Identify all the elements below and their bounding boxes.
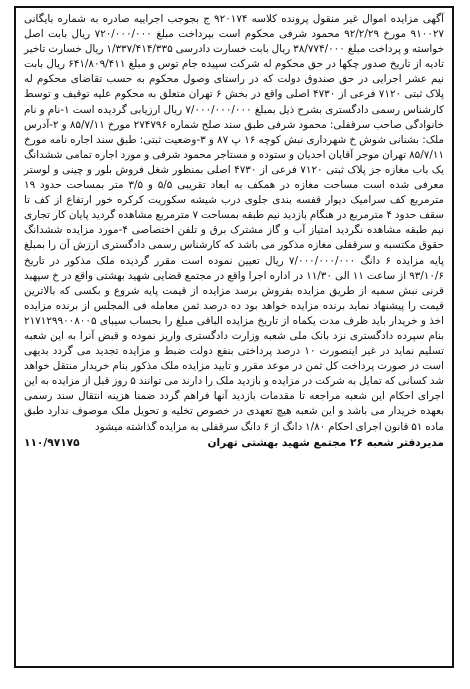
notice-issuer: مدیردفتر شعبه ۲۶ مجتمع شهید بهشتی تهران (207, 436, 444, 449)
notice-footer (24, 437, 444, 449)
auction-notice (14, 6, 454, 668)
notice-body: آگهی مزایده اموال غیر منقول پرونده کلاسه ۹۲۰۱۷۴ ج بجوجب اجراییه صادره به شماره بایگانی ۹۱۰۰۲۷ مورخ ۹۲/۲/۲۹ محمود شرفی محکوم است بپرداخت مبلغ ۷۲۰/۰۰۰/۰۰۰ ریال بابت اصل خواسته و پرداخت مبلغ ۳۸/۷۷۴/۰۰۰ ریال بابت خسارت دادرسی ۱/۳۳۷/۴۱۴/۳۳۵ ریال خسارت تاخیر تادیه از تاریخ صدور چکها در حق محکوم له شرکت سپیده جام توس و مبلغ ۶۴۱/۸۰۹/۴۱۱ ریال بابت نیم عشر اجرایی در حق صندوق دولت که در راستای وصول محکوم به حسب تقاضای محکوم له پلاک ثبتی ۷۱۲۰ فرعی از ۴۷۳۰ اصلی واقع در بخش ۶ تهران متعلق به محکوم علیه توقیف و توسط کارشناس رسمی دادگستری بشرح ذیل بمبلغ ۷/۰۰۰/۰۰۰/۰۰۰ ریال ارزیابی گردیده است ۱-نام و نام خانوادگی صاحب سرقفلی: محمود شرفی طبق سند صلح شماره ۲۷۴۷۹۶ مورخ ۸۵/۷/۱۱ و ۲-آدرس ملک: بشنانی شوش خ شهرداری نبش کوچه ۱۶ پ ۸۷ و ۳-وضعیت ثبتی: طبق سند اجاره نامه مورخ ۸۵/۷/۱۱ تهران موجر آقایان احدیان و ستوده و مستاجر محمود شرفی و مورد اجاره تمامی ششدانگ یک باب مغازه جز پلاک ثبتی ۷۱۲۰ فرعی از ۴۷۳۰ اصلی بمنظور شغل فروش بلور و چینی و لوستر معرفی شده است مساحت مغازه در همکف به ابعاد تقریبی ۵/۵ و ۳/۵ متر بمساحت حدود ۱۹ مترمربع کف سرامیک دیوار قفسه بندی جلوی درب شیشه سکوریت کرکره خور ارتفاع از کف تا سقف حدود ۴ مترمربع در هنگام بازدید نیم طبقه بمساحت ۷ مترمربع مشاهده گردید پایان کار تجاری نیم طبقه مشاهده نگردید امتیاز آب و گاز مشترک برق و تلفن اختصاصی ۴-مورد مزایده ششدانگ حقوق مکتسبه و سرقفلی مغازه مذکور می باشد که کارشناس رسمی دادگستری ارزش آن را بمبلغ پایه مزایده ۶ دانگ ۷/۰۰۰/۰۰۰/۰۰۰ ریال تعیین نموده است مقرر گردیده ملک مذکور در تاریخ ۹۳/۱۰/۶ از ساعت ۱۱ الی ۱۱/۳۰ در اداره اجرا واقع در مجتمع قضایی شهید بهشتی واقع در خ سپهبد قرنی نبش سمیه از طریق مزایده بفروش برسد مزایده از قیمت پایه شروع و بکسی که بالاترین قیمت را پیشنهاد نماید برنده مزایده خواهد بود ده درصد ثمن معامله فی المجلس از برنده مزایده اخذ و خریدار باید ظرف مدت یکماه از تاریخ مزایده الباقی مبلغ را بحساب سیبای ۲۱۷۱۲۹۹۰۰۸۰۰۵ بنام سپرده دادگستری نزد بانک ملی شعبه وزارت دادگستری واریز نموده و قبض آنرا به این شعبه تسلیم نماید در غیر اینصورت ۱۰ درصد پرداختی بنفع دولت ضبط و مزایده تجدید می گردد بدیهی است در صورت پرداخت کل ثمن در موعد مقرر و تایید مزایده ملک مذکور بنام خریدار منتقل خواهد شد کسانی که تمایل به شرکت در مزایده و بازدید ملک را دارند می توانند ۵ روز قبل از مزایده به این اجرای احکام این شعبه مراجعه تا مقدمات بازدید آنها فراهم گردد ضمنا هزینه انتقال سند رسمی بعهده خریدار می باشد و این شعبه هیچ تعهدی در خصوص تخلیه و تحویل ملک موصوف ندارد طبق ماده ۵۱ قانون اجرای احکام ۱/۸۰ دانگ از ۶ دانگ سرقفلی به مزایده گذاشته میشود (24, 13, 445, 433)
notice-reference-number: ۱۱۰/۹۷۱۷۵ (24, 436, 80, 449)
